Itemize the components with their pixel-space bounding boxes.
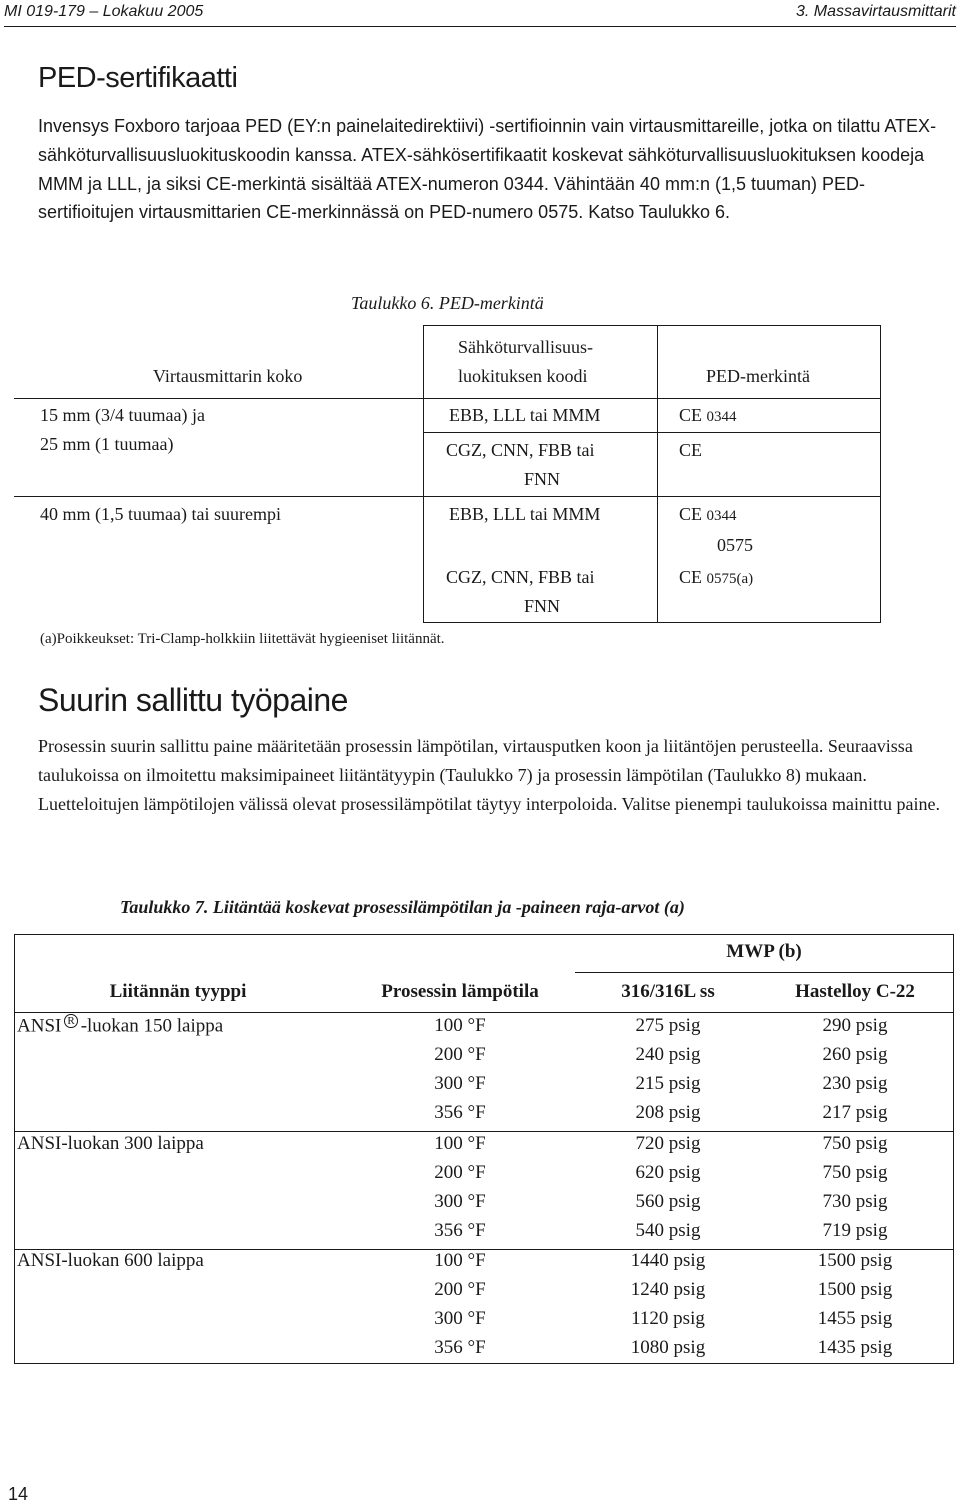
table7-cell-hastelloy: 719 psig xyxy=(822,1220,888,1241)
table6-row-rule xyxy=(14,496,881,497)
table6-caption: Taulukko 6. PED-merkintä xyxy=(351,293,544,313)
table6-row2-code-b2: FNN xyxy=(524,596,561,616)
table7-group-rule-1 xyxy=(14,1131,954,1132)
table7-cell-hastelloy: 1500 psig xyxy=(817,1250,893,1271)
table7-cell-ss: 560 psig xyxy=(635,1191,701,1212)
table7-cell-hastelloy: 1435 psig xyxy=(817,1337,893,1358)
table7-bottom-border xyxy=(14,1363,954,1364)
table7-header-rule xyxy=(14,1012,954,1013)
table7-cell-temp: 356 °F xyxy=(434,1337,486,1358)
table7-cell-temp: 200 °F xyxy=(434,1162,486,1183)
table7-cell-temp: 100 °F xyxy=(434,1133,486,1154)
table7-cell-hastelloy: 260 psig xyxy=(822,1044,888,1065)
heading-pressure: Suurin sallittu työpaine xyxy=(38,682,348,718)
type-label-suffix: -luokan 150 laippa xyxy=(80,1015,224,1037)
table6-row1-size-2: 25 mm (1 tuumaa) xyxy=(40,434,174,454)
table6-footnote: (a)Poikkeukset: Tri-Clamp-holkkiin liitettävät hygieeniset liitännät. xyxy=(40,631,445,647)
table6-right-border xyxy=(880,325,881,623)
table7-cell-ss: 1240 psig xyxy=(630,1279,706,1300)
table7-cell-temp: 200 °F xyxy=(434,1044,486,1065)
table7-cell-ss: 720 psig xyxy=(635,1133,701,1154)
table6-row1-code-a: EBB, LLL tai MMM xyxy=(449,405,601,425)
section-title: 3. Massavirtausmittarit xyxy=(795,3,956,20)
table6-header-ped: PED-merkintä xyxy=(706,366,810,386)
table6-row2-code-b1: CGZ, CNN, FBB tai xyxy=(446,567,595,587)
table7-cell-ss: 1440 psig xyxy=(630,1250,706,1271)
table7-cell-ss: 275 psig xyxy=(635,1015,701,1036)
table7-right-border xyxy=(953,934,954,1364)
table7-cell-hastelloy: 750 psig xyxy=(822,1133,888,1154)
running-header xyxy=(0,0,960,28)
table6-header-size: Virtausmittarin koko xyxy=(153,366,303,386)
table7-cell-temp: 100 °F xyxy=(434,1250,486,1271)
ce-mark: CE xyxy=(679,567,703,587)
table7-cell-temp: 200 °F xyxy=(434,1279,486,1300)
table6-row2-ped-a-number-2: 0575 xyxy=(717,535,753,555)
table7-group3-type: ANSI-luokan 600 laippa xyxy=(17,1250,204,1271)
ce-mark: CE xyxy=(679,504,703,524)
paragraph-pressure: Prosessin suurin sallittu paine määritetään prosessin lämpötilan, virtausputken koon ja liitäntöjen perusteella. Seuraavissa taulukoissa on ilmoitettu maksimipaineet liitäntätyypin (Taulukko 7) ja prosessin lämpötilan (Taulukko 8) mukaan. Luetteloitujen lämpötilojen välissä olevat prosessilämpötilat täytyy interpoloida. Valitse pienempi taulukoissa mainittu paine. xyxy=(38,736,940,814)
table6-header-code-2: luokituksen koodi xyxy=(458,366,588,386)
heading-ped: PED-sertifikaatti xyxy=(38,62,238,94)
table6-row1-code-b1: CGZ, CNN, FBB tai xyxy=(446,440,595,460)
table6-row1-code-b2: FNN xyxy=(524,469,561,489)
table7-cell-temp: 300 °F xyxy=(434,1073,486,1094)
table6-divider xyxy=(657,325,658,623)
table6-row2-ped-a xyxy=(679,504,737,525)
table7-caption: Taulukko 7. Liitäntää koskevat prosessilämpötilan ja -paineen raja-arvot (a) xyxy=(120,897,685,917)
paragraph-ped: Invensys Foxboro tarjoaa PED (EY:n painelaitedirektiivi) -sertifioinnin vain virtausmittareille, jotka on tilattu ATEX-sähköturvallisuusluokituskoodin kanssa. ATEX-sähkösertifikaatit koskevat sähköturvallisuusluokituksen koodeja MMM ja LLL, ja siksi CE-merkintä sisältää ATEX-numeron 0344. Vähintään 40 mm:n (1,5 tuuman) PED-sertifioitujen virtausmittarien CE-merkinnässä on PED-numero 0575. Katso Taulukko 6. xyxy=(38,116,937,223)
table7-cell-temp: 300 °F xyxy=(434,1308,486,1329)
table6-row2-size: 40 mm (1,5 tuumaa) tai suurempi xyxy=(40,504,281,524)
table7-mwp-rule xyxy=(575,972,954,973)
table7-cell-temp: 100 °F xyxy=(434,1015,486,1036)
notified-body-number: 0575(a) xyxy=(706,571,754,587)
table7-header-type: Liitännän tyyppi xyxy=(109,981,247,1002)
table7-cell-hastelloy: 730 psig xyxy=(822,1191,888,1212)
type-label: ANSI xyxy=(17,1015,62,1037)
doc-id: MI 019-179 – Lokakuu 2005 xyxy=(4,3,204,20)
table7-header-mwp: MWP (b) xyxy=(726,941,802,962)
table7-cell-temp: 300 °F xyxy=(434,1191,486,1212)
table7-cell-temp: 356 °F xyxy=(434,1220,486,1241)
table7-top-border xyxy=(14,934,954,935)
table6-left-border xyxy=(423,325,424,623)
table7-cell-ss: 540 psig xyxy=(635,1220,701,1241)
table7-cell-ss: 215 psig xyxy=(635,1073,701,1094)
ce-mark: CE xyxy=(679,405,703,425)
table6-header-rule xyxy=(14,398,881,399)
table7-cell-ss: 1120 psig xyxy=(631,1308,705,1329)
table6-row2-code-a: EBB, LLL tai MMM xyxy=(449,504,601,524)
notified-body-number: 0344 xyxy=(706,409,737,425)
table6-row1-ped-b: CE xyxy=(679,440,703,460)
table7-cell-hastelloy: 217 psig xyxy=(822,1102,888,1123)
table7-cell-hastelloy: 1455 psig xyxy=(817,1308,893,1329)
table7-cell-hastelloy: 1500 psig xyxy=(817,1279,893,1300)
table7-header-hastelloy: Hastelloy C-22 xyxy=(795,981,915,1002)
table6-top-border xyxy=(423,325,881,326)
table6-row1-size-1: 15 mm (3/4 tuumaa) ja xyxy=(40,405,205,425)
table7-header-temp: Prosessin lämpötila xyxy=(381,981,539,1002)
registered-mark-icon: R xyxy=(64,1014,77,1028)
table7-cell-ss: 208 psig xyxy=(635,1102,701,1123)
table6-bottom-border xyxy=(423,622,881,623)
table7-cell-ss: 620 psig xyxy=(635,1162,701,1183)
table7-cell-ss: 240 psig xyxy=(635,1044,701,1065)
table7-cell-hastelloy: 290 psig xyxy=(822,1015,888,1036)
table7-cell-hastelloy: 750 psig xyxy=(822,1162,888,1183)
table6-row1-ped-a xyxy=(679,405,737,426)
table7-header-ss: 316/316L ss xyxy=(621,981,715,1002)
table7-cell-ss: 1080 psig xyxy=(630,1337,706,1358)
header-rule xyxy=(4,26,956,27)
table6-header-code-1: Sähköturvallisuus- xyxy=(458,337,593,357)
table6-row2-ped-b xyxy=(679,567,753,588)
table6-row1-inner-rule xyxy=(423,432,881,433)
notified-body-number: 0344 xyxy=(706,508,737,524)
table7-left-border xyxy=(14,934,15,1364)
table7-cell-hastelloy: 230 psig xyxy=(822,1073,888,1094)
table7-cell-temp: 356 °F xyxy=(434,1102,486,1123)
table7-group2-type: ANSI-luokan 300 laippa xyxy=(17,1133,204,1154)
page-number: 14 xyxy=(8,1484,29,1504)
table7-group1-type xyxy=(17,1015,223,1037)
